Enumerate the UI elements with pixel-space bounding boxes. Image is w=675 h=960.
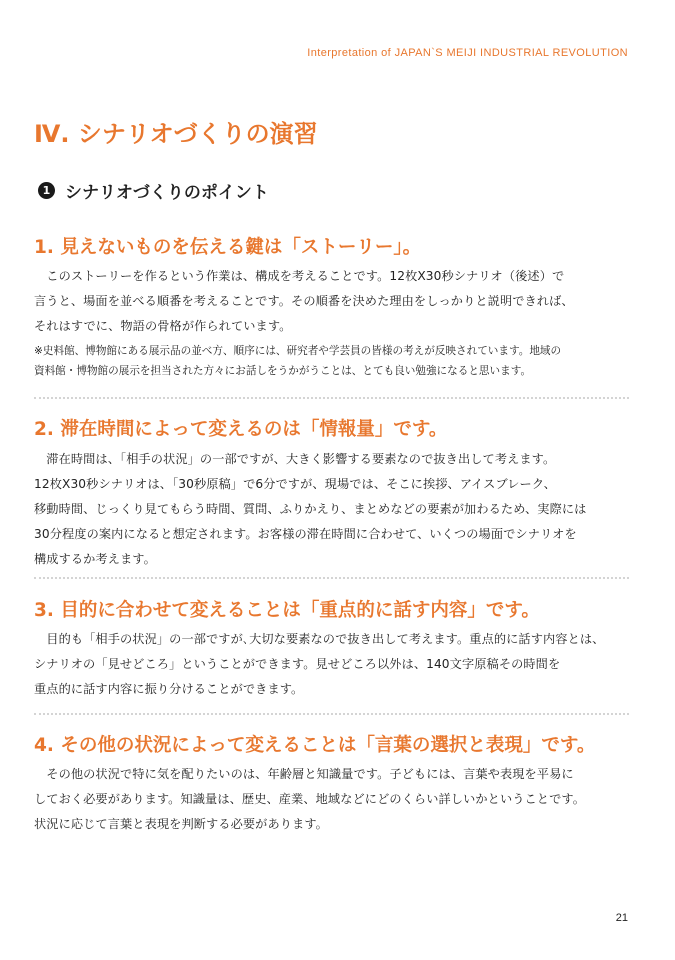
section-2-body <box>34 447 644 572</box>
chapter-title: Ⅳ. シナリオづくりの演習 <box>34 120 318 148</box>
body-line: 状況に応じて言葉と表現を判断する必要があります。 <box>34 817 328 831</box>
running-header: Interpretation of JAPAN`S MEIJI INDUSTRIAL REVOLUTION <box>307 47 628 59</box>
body-line: しておく必要があります。知識量は、歴史、産業、地域などにどのくらい詳しいかということです。 <box>34 792 585 806</box>
section-1-heading: 1. 見えないものを伝える鍵は「ストーリー」。 <box>34 237 422 258</box>
body-line: 滞在時間は、「相手の状況」の一部ですが、大きく影響する要素なので抜き出して考えます。 <box>34 452 556 466</box>
section-1-body <box>34 264 644 339</box>
body-line: シナリオの「見せどころ」ということができます。見せどころ以外は、140文字原稿その時間を <box>34 657 561 671</box>
body-line: 構成するか考えます。 <box>34 552 156 566</box>
body-line: このストーリーを作るという作業は、構成を考えることです。12枚X30秒シナリオ（後述）で <box>34 269 565 283</box>
section-1-note <box>34 341 644 381</box>
body-line: その他の状況で特に気を配りたいのは、年齢層と知識量です。子どもには、言葉や表現を平易に <box>34 767 574 781</box>
body-line: 移動時間、じっくり見てもらう時間、質問、ふりかえり、まとめなどの要素が加わるため、実際には <box>34 502 587 516</box>
section-divider <box>34 397 629 399</box>
section-4-heading: 4. その他の状況によって変えることは「言葉の選択と表現」です。 <box>34 735 596 756</box>
body-line: それはすでに、物語の骨格が作られています。 <box>34 319 292 333</box>
section-3-heading: 3. 目的に合わせて変えることは「重点的に話す内容」です。 <box>34 600 540 621</box>
body-line: 30分程度の案内になると想定されます。お客様の滞在時間に合わせて、いくつの場面でシナリオを <box>34 527 577 541</box>
point-title: シナリオづくりのポイント <box>65 183 269 203</box>
body-line: 言うと、場面を並べる順番を考えることです。その順番を決めた理由をしっかりと説明できれば、 <box>34 294 574 308</box>
body-line: 目的も「相手の状況」の一部ですが､大切な要素なので抜き出して考えます。重点的に話す内容とは、 <box>34 632 605 646</box>
note-line: ※史料館、博物館にある展示品の並べ方、順序には、研究者や学芸員の皆様の考えが反映されています。地域の <box>34 345 562 357</box>
section-divider <box>34 577 629 579</box>
point-number-badge: 1 <box>38 182 55 199</box>
body-line: 重点的に話す内容に振り分けることができます。 <box>34 682 304 696</box>
section-4-body <box>34 762 644 837</box>
page-number: 21 <box>615 912 628 924</box>
section-2-heading: 2. 滞在時間によって変えるのは「情報量」です。 <box>34 419 448 440</box>
note-line: 資料館・博物館の展示を担当された方々にお話しをうかがうことは、とても良い勉強になると思います。 <box>34 365 532 377</box>
body-line: 12枚X30秒シナリオは、「30秒原稿」で6分ですが、現場では、そこに挨拶、アイスブレーク、 <box>34 477 556 491</box>
point-heading <box>38 178 269 203</box>
section-3-body <box>34 627 644 702</box>
section-divider <box>34 713 629 715</box>
